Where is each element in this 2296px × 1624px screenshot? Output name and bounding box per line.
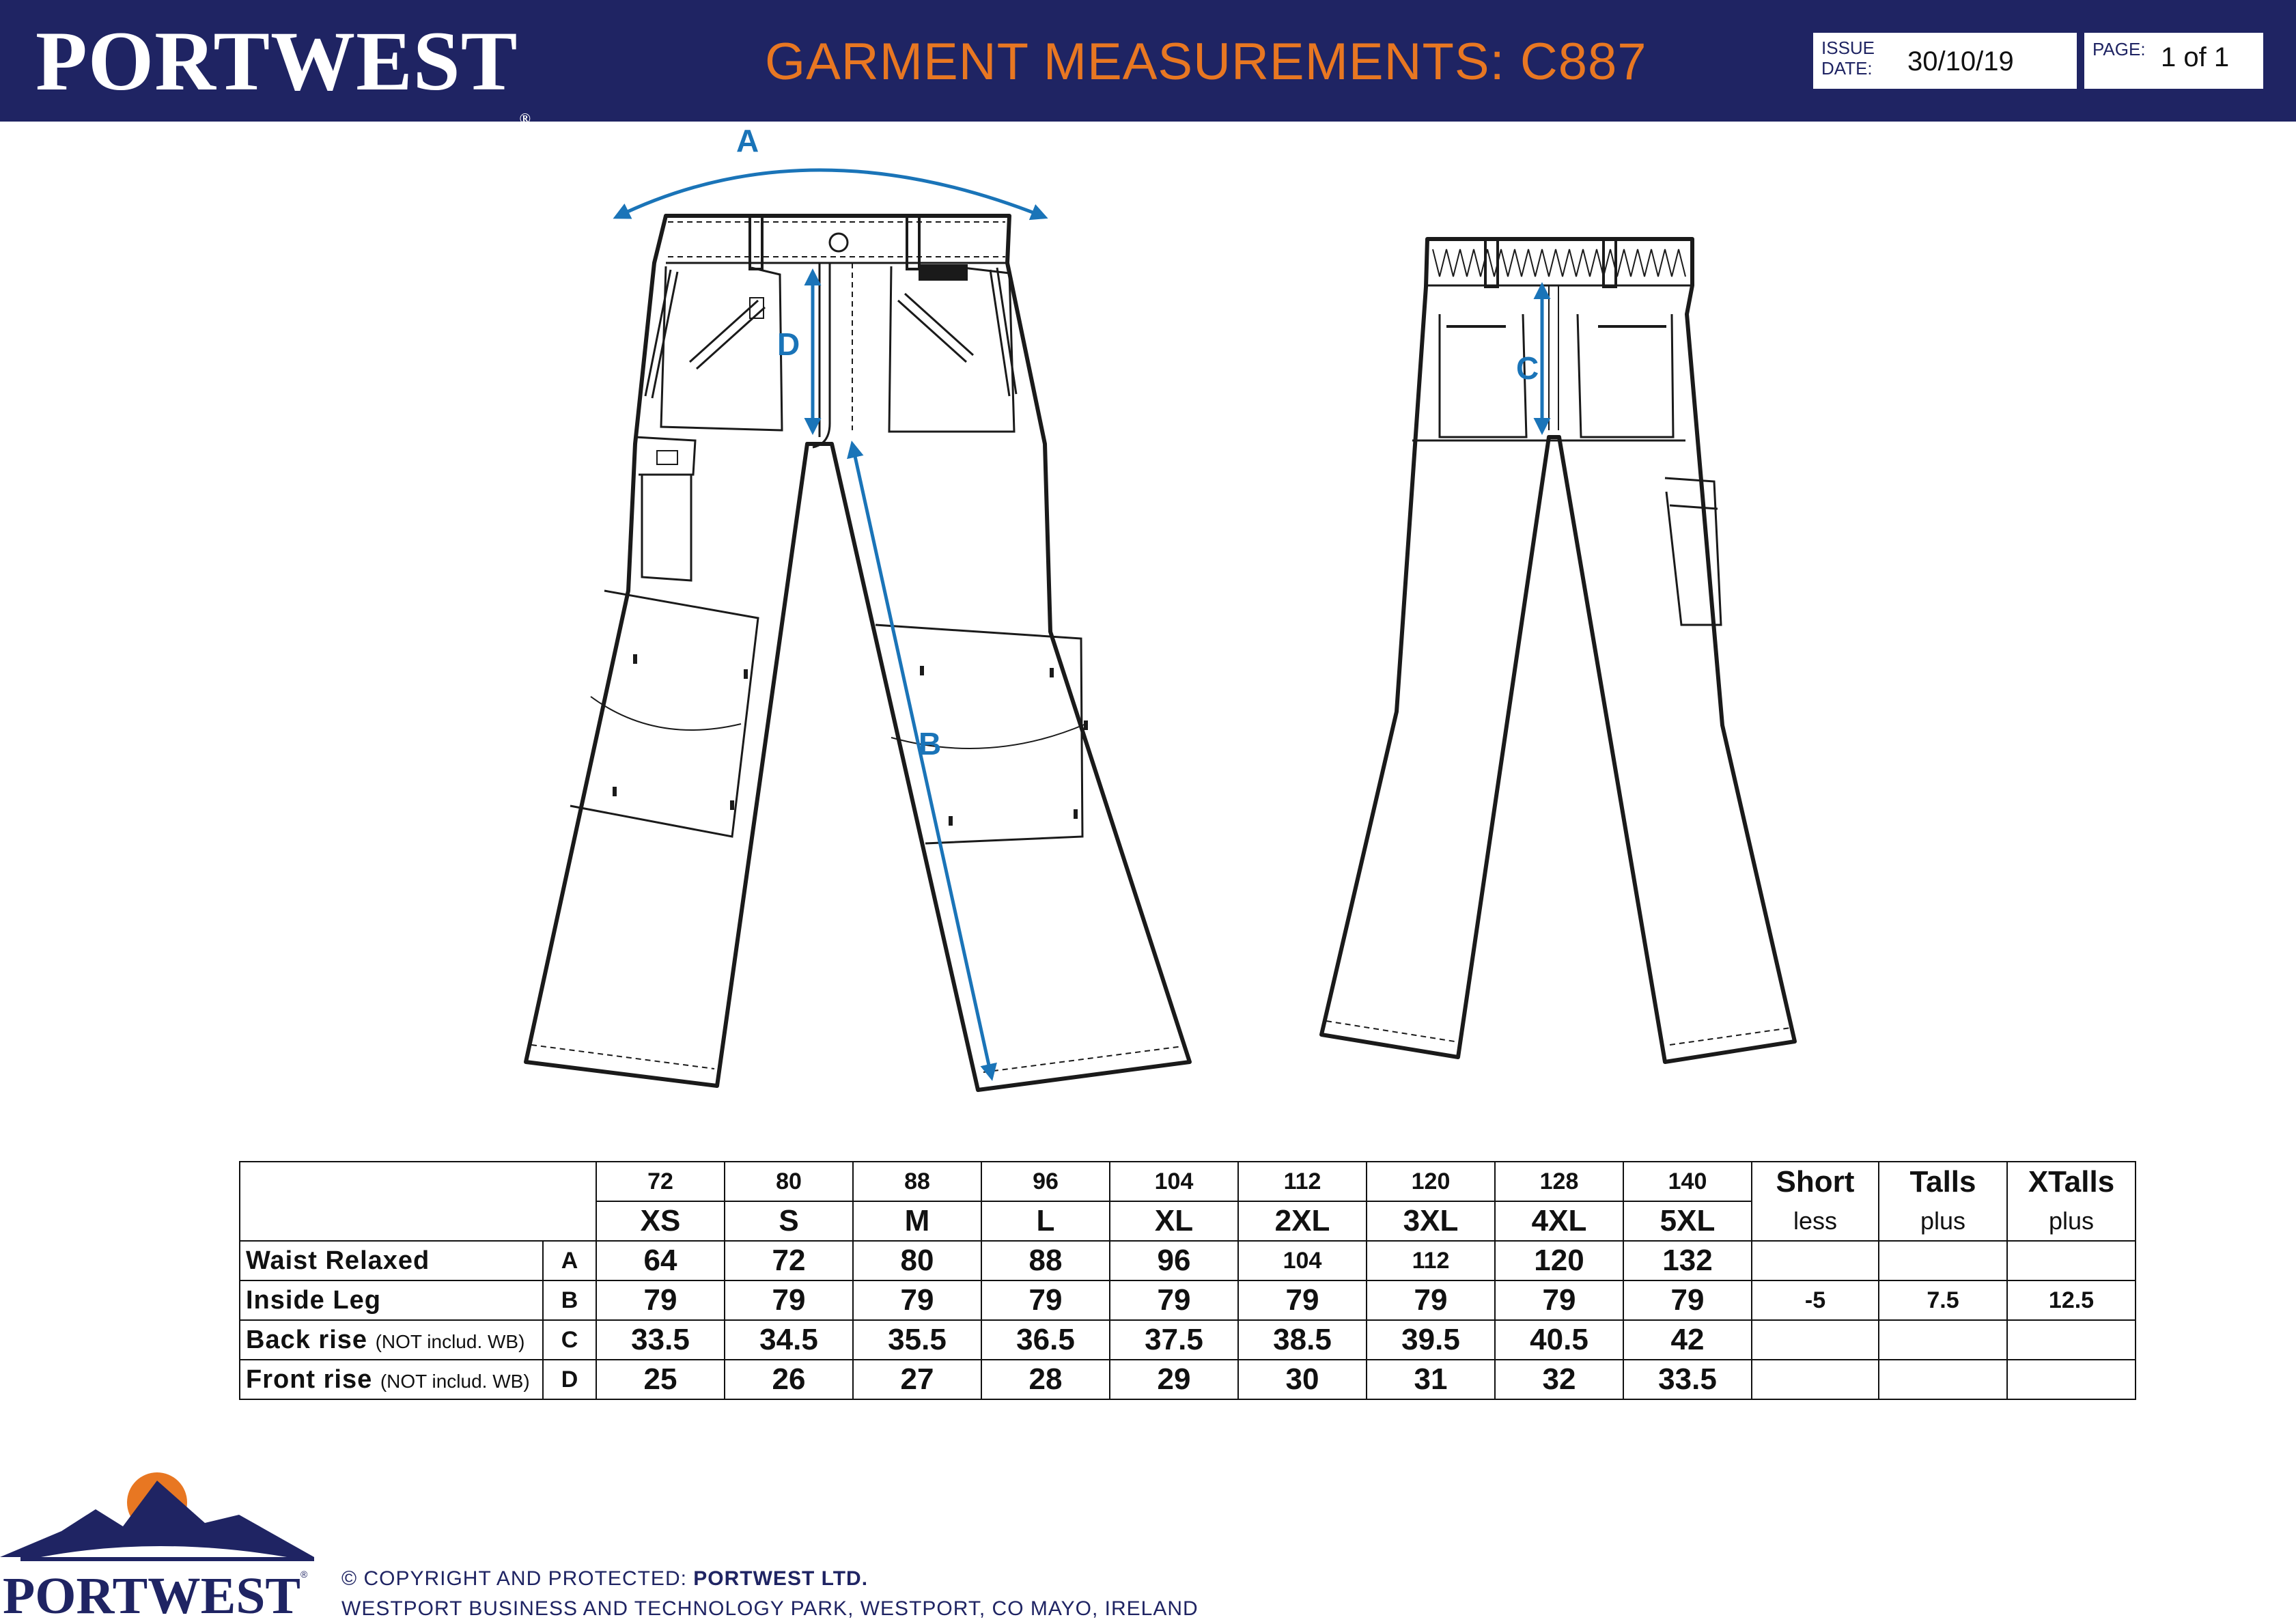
label-a: A bbox=[736, 123, 759, 158]
row-label-note: (NOT includ. WB) bbox=[375, 1330, 525, 1352]
measurement-row-waist bbox=[240, 1241, 2136, 1280]
size-letter: 2XL bbox=[1238, 1201, 1367, 1241]
trouser-technical-drawing bbox=[0, 122, 2296, 1119]
value-cell: 32 bbox=[1495, 1360, 1623, 1399]
value-cell: 26 bbox=[725, 1360, 853, 1399]
front-view bbox=[526, 216, 1190, 1090]
row-label-note: (NOT includ. WB) bbox=[380, 1370, 530, 1392]
footer-logo bbox=[0, 1455, 314, 1621]
value-cell: 30 bbox=[1238, 1360, 1367, 1399]
value-cell: 28 bbox=[981, 1360, 1110, 1399]
size-number: 88 bbox=[853, 1162, 981, 1201]
value-cell: 120 bbox=[1495, 1241, 1623, 1280]
issue-label: ISSUE bbox=[1821, 38, 1875, 58]
row-label-text: Front rise bbox=[246, 1364, 373, 1394]
extra-cell bbox=[2007, 1360, 2136, 1399]
footer-registered-mark: ® bbox=[300, 1569, 308, 1580]
value-cell: 132 bbox=[1623, 1241, 1752, 1280]
value-cell: 64 bbox=[596, 1241, 725, 1280]
header-bar bbox=[0, 0, 2296, 127]
value-cell: 27 bbox=[853, 1360, 981, 1399]
extra-header-name: Talls bbox=[1879, 1162, 2007, 1201]
value-cell: 29 bbox=[1110, 1360, 1238, 1399]
registered-mark: ® bbox=[519, 110, 531, 127]
elastic-waist bbox=[1433, 249, 1685, 277]
value-cell: 104 bbox=[1238, 1241, 1367, 1280]
issue-date-value: 30/10/19 bbox=[1907, 46, 2014, 76]
copyright-prefix: © COPYRIGHT AND PROTECTED: bbox=[341, 1567, 694, 1590]
size-number: 96 bbox=[981, 1162, 1110, 1201]
value-cell: 33.5 bbox=[1623, 1360, 1752, 1399]
front-fly bbox=[813, 263, 830, 447]
belt-loop bbox=[750, 216, 762, 269]
row-code: C bbox=[543, 1320, 596, 1360]
value-cell: 39.5 bbox=[1367, 1320, 1495, 1360]
value-cell: 25 bbox=[596, 1360, 725, 1399]
extra-header-name: XTalls bbox=[2007, 1162, 2136, 1201]
extra-cell bbox=[1752, 1241, 1879, 1280]
extra-cell bbox=[1879, 1360, 2007, 1399]
value-cell: 72 bbox=[725, 1241, 853, 1280]
size-letter: L bbox=[981, 1201, 1110, 1241]
value-cell: 79 bbox=[725, 1280, 853, 1320]
value-cell: 79 bbox=[981, 1280, 1110, 1320]
value-cell: 96 bbox=[1110, 1241, 1238, 1280]
value-cell: 79 bbox=[596, 1280, 725, 1320]
numeric-size-row bbox=[240, 1162, 2136, 1201]
extra-cell bbox=[2007, 1241, 2136, 1280]
extra-cell bbox=[1752, 1360, 1879, 1399]
value-cell: 40.5 bbox=[1495, 1320, 1623, 1360]
bartacks bbox=[615, 654, 1086, 826]
extra-cell bbox=[1752, 1320, 1879, 1360]
size-chart-table bbox=[239, 1161, 2136, 1400]
size-number: 128 bbox=[1495, 1162, 1623, 1201]
waist-button bbox=[830, 234, 848, 251]
front-label-tab bbox=[919, 264, 968, 281]
value-cell: 37.5 bbox=[1110, 1320, 1238, 1360]
left-knee-pocket bbox=[570, 591, 758, 837]
value-cell: 34.5 bbox=[725, 1320, 853, 1360]
row-code: B bbox=[543, 1280, 596, 1320]
footer-text bbox=[341, 1564, 1199, 1624]
size-number: 104 bbox=[1110, 1162, 1238, 1201]
value-cell: 38.5 bbox=[1238, 1320, 1367, 1360]
copyright-line bbox=[341, 1564, 1199, 1594]
measurement-row-back-rise bbox=[240, 1320, 2136, 1360]
value-cell: 79 bbox=[1495, 1280, 1623, 1320]
row-label bbox=[240, 1360, 543, 1399]
mountain-icon bbox=[0, 1481, 314, 1557]
extra-cell bbox=[1879, 1320, 2007, 1360]
row-label-text: Inside Leg bbox=[246, 1285, 381, 1315]
label-c: C bbox=[1516, 350, 1539, 386]
extra-cell bbox=[2007, 1320, 2136, 1360]
size-number: 72 bbox=[596, 1162, 725, 1201]
size-number: 112 bbox=[1238, 1162, 1367, 1201]
measurement-row-inside-leg bbox=[240, 1280, 2136, 1320]
extra-header-sub: plus bbox=[1879, 1201, 2007, 1241]
right-zip-pocket bbox=[898, 294, 973, 362]
size-letter: S bbox=[725, 1201, 853, 1241]
document-title: GARMENT MEASUREMENTS: C887 bbox=[765, 33, 1647, 91]
size-letter: XS bbox=[596, 1201, 725, 1241]
value-cell: 88 bbox=[981, 1241, 1110, 1280]
copyright-company: PORTWEST LTD. bbox=[693, 1567, 869, 1590]
measurement-row-front-rise bbox=[240, 1360, 2136, 1399]
extra-cell: -5 bbox=[1752, 1280, 1879, 1320]
blank-header-cell bbox=[240, 1162, 596, 1241]
page-number-box bbox=[2084, 33, 2263, 89]
row-label bbox=[240, 1241, 543, 1280]
label-b: B bbox=[919, 726, 942, 761]
left-front-pocket bbox=[661, 266, 782, 430]
arrow-a-waist bbox=[616, 170, 1045, 217]
value-cell: 79 bbox=[1238, 1280, 1367, 1320]
value-cell: 33.5 bbox=[596, 1320, 725, 1360]
brand-logo bbox=[36, 14, 531, 127]
extra-cell: 12.5 bbox=[2007, 1280, 2136, 1320]
rule-pocket bbox=[635, 437, 695, 580]
row-label bbox=[240, 1320, 543, 1360]
size-number: 140 bbox=[1623, 1162, 1752, 1201]
value-cell: 79 bbox=[1623, 1280, 1752, 1320]
row-label-text: Back rise bbox=[246, 1325, 368, 1354]
belt-loop bbox=[907, 216, 919, 269]
value-cell: 79 bbox=[1110, 1280, 1238, 1320]
date-label: DATE: bbox=[1821, 58, 1873, 79]
left-zip-pocket bbox=[690, 300, 765, 369]
extra-cell: 7.5 bbox=[1879, 1280, 2007, 1320]
extra-header-name: Short bbox=[1752, 1162, 1879, 1201]
brand-text: PORTWEST bbox=[36, 14, 518, 108]
page-label: PAGE: bbox=[2092, 39, 2146, 59]
size-letter: 4XL bbox=[1495, 1201, 1623, 1241]
row-code: A bbox=[543, 1241, 596, 1280]
front-outline bbox=[526, 216, 1190, 1090]
row-label-text: Waist Relaxed bbox=[246, 1246, 430, 1275]
right-knee-pocket bbox=[876, 625, 1082, 843]
value-cell: 42 bbox=[1623, 1320, 1752, 1360]
value-cell: 36.5 bbox=[981, 1320, 1110, 1360]
value-cell: 112 bbox=[1367, 1241, 1495, 1280]
left-back-pocket bbox=[1440, 314, 1526, 437]
size-letter: 5XL bbox=[1623, 1201, 1752, 1241]
row-code: D bbox=[543, 1360, 596, 1399]
value-cell: 31 bbox=[1367, 1360, 1495, 1399]
label-d: D bbox=[777, 326, 800, 362]
footer-logo-text: PORTWEST bbox=[3, 1567, 300, 1621]
size-number: 80 bbox=[725, 1162, 853, 1201]
extra-header-sub: less bbox=[1752, 1201, 1879, 1241]
back-view bbox=[1321, 239, 1795, 1062]
extra-cell bbox=[1879, 1241, 2007, 1280]
value-cell: 79 bbox=[853, 1280, 981, 1320]
right-back-pocket bbox=[1578, 314, 1673, 437]
measurement-labels bbox=[736, 123, 1539, 761]
size-letter: M bbox=[853, 1201, 981, 1241]
extra-header-sub: plus bbox=[2007, 1201, 2136, 1241]
address-line: WESTPORT BUSINESS AND TECHNOLOGY PARK, WESTPORT, CO MAYO, IRELAND bbox=[341, 1597, 1199, 1620]
row-label bbox=[240, 1280, 543, 1320]
issue-date-box bbox=[1813, 33, 2077, 89]
page-value: 1 of 1 bbox=[2161, 42, 2230, 72]
value-cell: 35.5 bbox=[853, 1320, 981, 1360]
size-letter: XL bbox=[1110, 1201, 1238, 1241]
value-cell: 80 bbox=[853, 1241, 981, 1280]
value-cell: 79 bbox=[1367, 1280, 1495, 1320]
size-number: 120 bbox=[1367, 1162, 1495, 1201]
size-letter: 3XL bbox=[1367, 1201, 1495, 1241]
